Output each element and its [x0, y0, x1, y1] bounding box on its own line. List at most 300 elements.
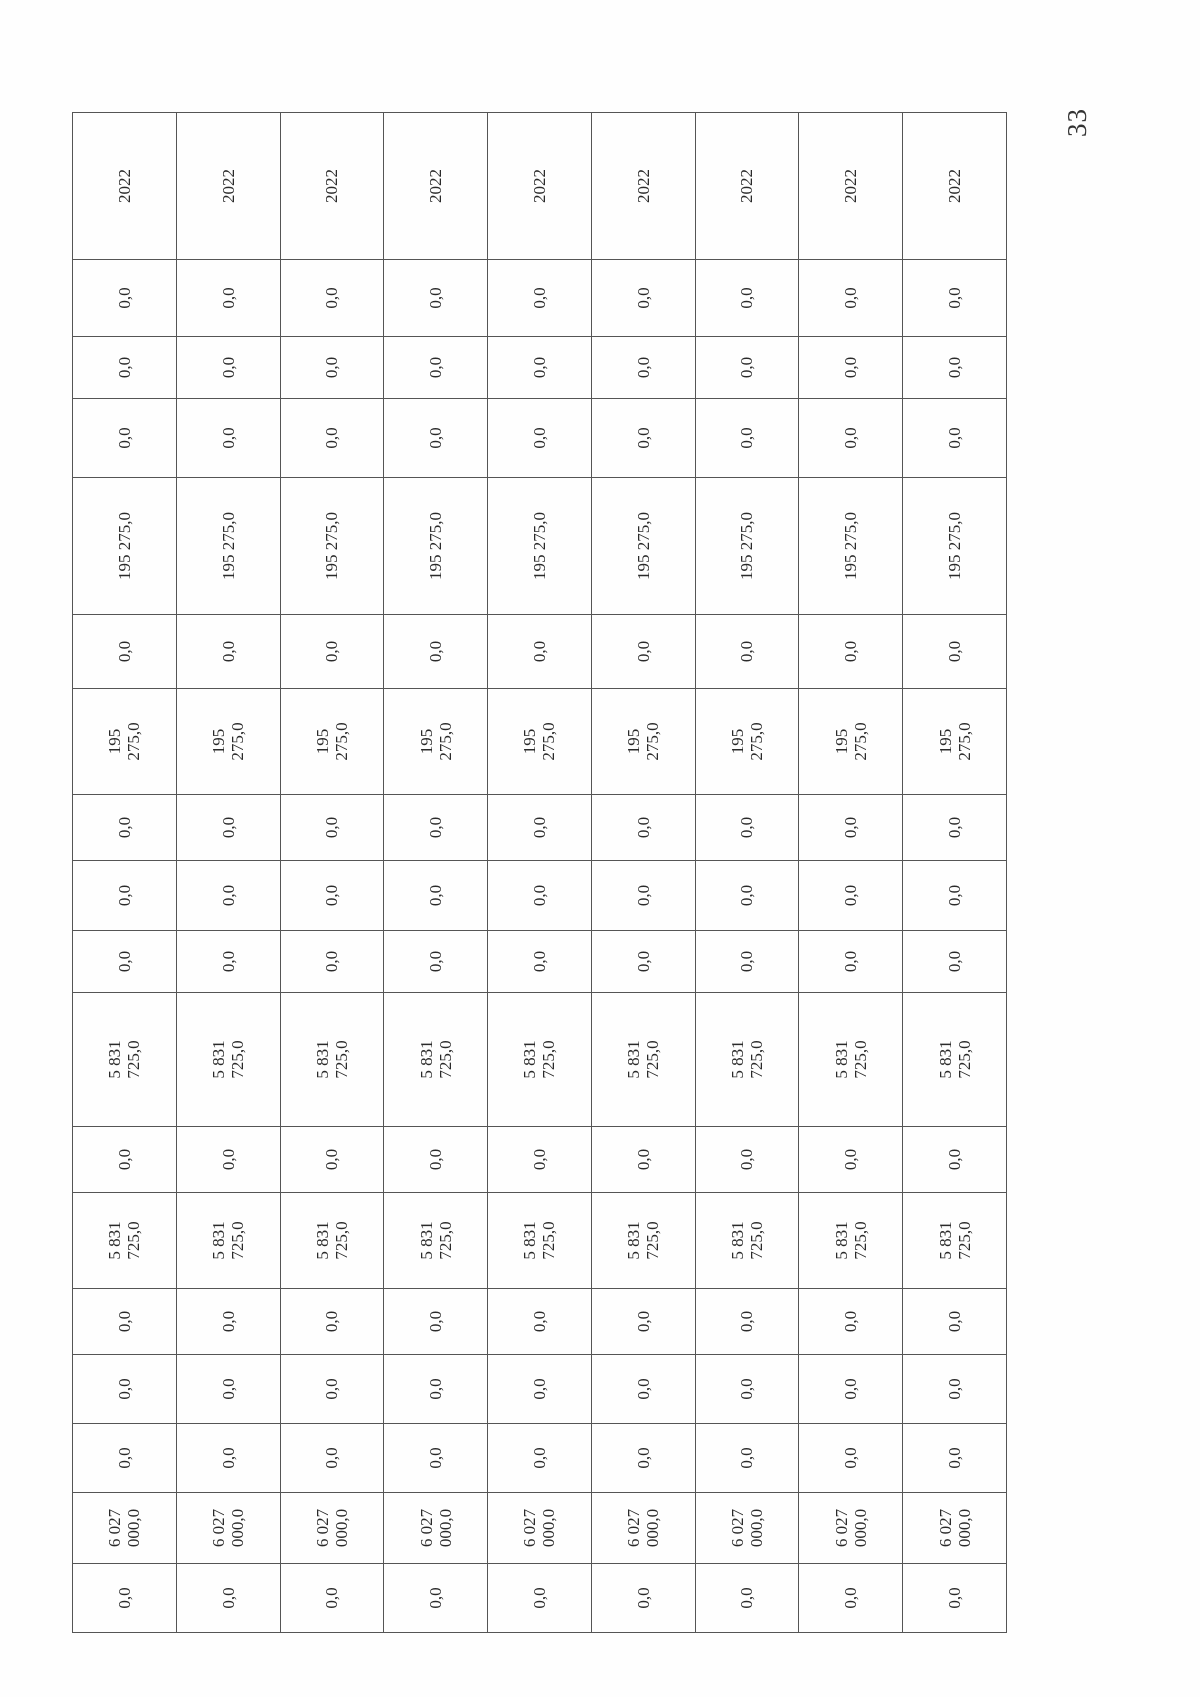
table-cell: [903, 113, 1007, 260]
cell-value: 0,0: [114, 1587, 134, 1609]
cell-value: 0,0: [737, 1310, 757, 1333]
cell-value: 0,0: [945, 1587, 965, 1609]
cell-value: 0,0: [218, 1310, 238, 1333]
cell-value: 0,0: [633, 1310, 653, 1333]
cell-value: 6 027 000,0: [520, 1508, 559, 1548]
cell-value: 0,0: [426, 884, 446, 907]
cell-value: 5 831 725,0: [520, 1040, 559, 1079]
cell-value: 0,0: [737, 1447, 757, 1469]
table-cell: [488, 861, 592, 931]
table-cell: [903, 1289, 1007, 1355]
table-cell: [488, 615, 592, 689]
cell-value: 5 831 725,0: [727, 1040, 766, 1079]
cell-value: 195 275,0: [633, 512, 653, 580]
table-cell: [384, 795, 488, 861]
table-cell: [280, 615, 384, 689]
cell-value: 0,0: [633, 356, 653, 379]
table-cell: [591, 260, 695, 337]
cell-value: 0,0: [737, 1148, 757, 1171]
cell-value: 0,0: [114, 1447, 134, 1469]
table-cell: [384, 689, 488, 795]
cell-value: 0,0: [529, 1148, 549, 1171]
cell-value: 0,0: [945, 1148, 965, 1171]
table-cell: [799, 1355, 903, 1424]
table-cell: [280, 1193, 384, 1289]
table-row: [73, 113, 177, 1633]
table-row: [488, 113, 592, 1633]
cell-value: 5 831 725,0: [935, 1040, 974, 1079]
table-cell: [280, 1424, 384, 1493]
table-cell: [695, 1193, 799, 1289]
cell-value: 0,0: [841, 1378, 861, 1400]
table-cell: [73, 861, 177, 931]
cell-value: 195 275,0: [218, 512, 238, 580]
cell-value: 0,0: [945, 1378, 965, 1400]
table-cell: [799, 337, 903, 399]
cell-value: 0,0: [737, 816, 757, 839]
year-cell: 2022: [322, 169, 342, 203]
table-cell: [591, 931, 695, 993]
table-cell: [384, 993, 488, 1127]
table-cell: [176, 337, 280, 399]
cell-value: 5 831 725,0: [416, 1040, 455, 1079]
table-cell: [488, 1424, 592, 1493]
cell-value: 0,0: [218, 884, 238, 907]
cell-value: 195 275,0: [737, 512, 757, 580]
cell-value: 0,0: [529, 356, 549, 379]
table-cell: [799, 260, 903, 337]
year-cell: 2022: [218, 169, 238, 203]
table-cell: [903, 399, 1007, 478]
cell-value: 195 275,0: [935, 722, 974, 761]
table-cell: [384, 1127, 488, 1193]
table-cell: [695, 861, 799, 931]
table-cell: [903, 337, 1007, 399]
table-cell: [903, 260, 1007, 337]
table-cell: [903, 478, 1007, 615]
table-cell: [176, 113, 280, 260]
cell-value: 195 275,0: [529, 512, 549, 580]
year-cell: 2022: [841, 169, 861, 203]
cell-value: 0,0: [218, 1378, 238, 1400]
table-cell: [384, 478, 488, 615]
cell-value: 0,0: [945, 884, 965, 907]
cell-value: 0,0: [737, 1378, 757, 1400]
cell-value: 0,0: [633, 287, 653, 309]
table-cell: [280, 337, 384, 399]
table-cell: [73, 1289, 177, 1355]
year-cell: 2022: [529, 169, 549, 203]
table-cell: [799, 1127, 903, 1193]
cell-value: 0,0: [633, 950, 653, 973]
table-cell: [176, 993, 280, 1127]
cell-value: 5 831 725,0: [727, 1221, 766, 1260]
cell-value: 0,0: [218, 1587, 238, 1609]
cell-value: 0,0: [841, 640, 861, 663]
table-cell: [176, 689, 280, 795]
cell-value: 0,0: [841, 1148, 861, 1171]
cell-value: 0,0: [322, 1587, 342, 1609]
cell-value: 0,0: [218, 640, 238, 663]
table-cell: [384, 260, 488, 337]
table-cell: [280, 1289, 384, 1355]
table-row: [591, 113, 695, 1633]
cell-value: 0,0: [737, 950, 757, 973]
table-cell: [73, 993, 177, 1127]
table-cell: [488, 1193, 592, 1289]
table-cell: [903, 795, 1007, 861]
table-cell: [488, 931, 592, 993]
cell-value: 5 831 725,0: [520, 1221, 559, 1260]
cell-value: 0,0: [633, 816, 653, 839]
cell-value: 0,0: [529, 1310, 549, 1333]
cell-value: 0,0: [841, 816, 861, 839]
cell-value: 0,0: [322, 1378, 342, 1400]
table-cell: [799, 861, 903, 931]
cell-value: 5 831 725,0: [209, 1040, 248, 1079]
table-cell: [384, 1193, 488, 1289]
table-cell: [176, 1564, 280, 1633]
table-cell: [799, 689, 903, 795]
cell-value: 0,0: [737, 640, 757, 663]
table-row: [695, 113, 799, 1633]
table-cell: [591, 1193, 695, 1289]
table-cell: [903, 931, 1007, 993]
table-cell: [176, 399, 280, 478]
cell-value: 195 275,0: [209, 722, 248, 761]
table-cell: [695, 337, 799, 399]
table-cell: [903, 993, 1007, 1127]
table-cell: [488, 689, 592, 795]
cell-value: 5 831 725,0: [416, 1221, 455, 1260]
table-cell: [488, 1289, 592, 1355]
cell-value: 0,0: [841, 287, 861, 309]
cell-value: 0,0: [322, 356, 342, 379]
cell-value: 0,0: [945, 1310, 965, 1333]
table-cell: [384, 1564, 488, 1633]
table-cell: [488, 1493, 592, 1564]
cell-value: 0,0: [426, 356, 446, 379]
table-cell: [695, 1289, 799, 1355]
cell-value: 0,0: [841, 356, 861, 379]
table-cell: [591, 795, 695, 861]
cell-value: 0,0: [841, 1310, 861, 1333]
table-cell: [176, 931, 280, 993]
table-cell: [591, 1355, 695, 1424]
cell-value: 0,0: [114, 884, 134, 907]
cell-value: 195 275,0: [841, 512, 861, 580]
table-cell: [176, 1355, 280, 1424]
cell-value: 0,0: [945, 1447, 965, 1469]
cell-value: 0,0: [633, 884, 653, 907]
table-cell: [695, 931, 799, 993]
table-cell: [384, 1289, 488, 1355]
table-cell: [280, 1493, 384, 1564]
table-cell: [799, 795, 903, 861]
cell-value: 195 275,0: [945, 512, 965, 580]
cell-value: 0,0: [841, 427, 861, 449]
cell-value: 0,0: [633, 1378, 653, 1400]
cell-value: 6 027 000,0: [416, 1508, 455, 1548]
cell-value: 0,0: [529, 950, 549, 973]
table-cell: [903, 689, 1007, 795]
table-cell: [384, 615, 488, 689]
table-cell: [488, 1127, 592, 1193]
cell-value: 0,0: [114, 816, 134, 839]
cell-value: 6 027 000,0: [105, 1508, 144, 1548]
cell-value: 0,0: [426, 287, 446, 309]
year-cell: 2022: [633, 169, 653, 203]
cell-value: 0,0: [114, 1148, 134, 1171]
cell-value: 0,0: [218, 1148, 238, 1171]
year-cell: 2022: [945, 169, 965, 203]
table-cell: [73, 1424, 177, 1493]
table-cell: [176, 478, 280, 615]
table-cell: [591, 337, 695, 399]
cell-value: 0,0: [529, 427, 549, 449]
cell-value: 6 027 000,0: [935, 1508, 974, 1548]
cell-value: 195 275,0: [624, 722, 663, 761]
table-row: [176, 113, 280, 1633]
table-cell: [591, 399, 695, 478]
table-cell: [488, 260, 592, 337]
table-cell: [591, 113, 695, 260]
cell-value: 0,0: [945, 816, 965, 839]
year-cell: 2022: [426, 169, 446, 203]
table-cell: [73, 1564, 177, 1633]
cell-value: 0,0: [322, 1447, 342, 1469]
cell-value: 0,0: [218, 1447, 238, 1469]
cell-value: 0,0: [426, 1587, 446, 1609]
cell-value: 5 831 725,0: [209, 1221, 248, 1260]
table-cell: [488, 337, 592, 399]
cell-value: 195 275,0: [114, 512, 134, 580]
table-cell: [176, 861, 280, 931]
cell-value: 0,0: [841, 1587, 861, 1609]
table-cell: [73, 1355, 177, 1424]
cell-value: 5 831 725,0: [831, 1221, 870, 1260]
table-cell: [695, 1127, 799, 1193]
cell-value: 0,0: [426, 1148, 446, 1171]
page-number: 33: [1062, 108, 1092, 137]
table-cell: [73, 1193, 177, 1289]
cell-value: 0,0: [841, 1447, 861, 1469]
table-cell: [903, 1355, 1007, 1424]
table-cell: [799, 399, 903, 478]
table-cell: [591, 993, 695, 1127]
table-cell: [73, 337, 177, 399]
table-cell: [280, 861, 384, 931]
table-cell: [488, 1564, 592, 1633]
table-cell: [384, 1493, 488, 1564]
table-cell: [384, 337, 488, 399]
cell-value: 0,0: [737, 356, 757, 379]
cell-value: 195 275,0: [105, 722, 144, 761]
cell-value: 0,0: [945, 356, 965, 379]
table-cell: [176, 1289, 280, 1355]
cell-value: 0,0: [529, 884, 549, 907]
cell-value: 0,0: [322, 950, 342, 973]
table-cell: [903, 615, 1007, 689]
table-cell: [280, 1355, 384, 1424]
cell-value: 0,0: [841, 884, 861, 907]
table-cell: [280, 931, 384, 993]
table-cell: [488, 478, 592, 615]
cell-value: 0,0: [218, 287, 238, 309]
cell-value: 0,0: [426, 950, 446, 973]
table-cell: [695, 1564, 799, 1633]
cell-value: 0,0: [426, 640, 446, 663]
table-cell: [591, 1564, 695, 1633]
cell-value: 0,0: [633, 427, 653, 449]
table-row: [280, 113, 384, 1633]
table-cell: [73, 615, 177, 689]
table-cell: [695, 399, 799, 478]
table-cell: [73, 399, 177, 478]
cell-value: 0,0: [841, 950, 861, 973]
table-cell: [488, 399, 592, 478]
table-cell: [799, 931, 903, 993]
table-cell: [695, 1355, 799, 1424]
table-cell: [73, 1493, 177, 1564]
table-cell: [280, 993, 384, 1127]
cell-value: 0,0: [322, 1148, 342, 1171]
cell-value: 0,0: [218, 427, 238, 449]
cell-value: 0,0: [114, 356, 134, 379]
table-cell: [384, 399, 488, 478]
cell-value: 0,0: [529, 287, 549, 309]
table-cell: [384, 861, 488, 931]
cell-value: 0,0: [114, 1310, 134, 1333]
cell-value: 0,0: [426, 1310, 446, 1333]
table-cell: [695, 615, 799, 689]
table-cell: [799, 1193, 903, 1289]
cell-value: 0,0: [426, 1447, 446, 1469]
table-row: [903, 113, 1007, 1633]
cell-value: 5 831 725,0: [105, 1221, 144, 1260]
cell-value: 0,0: [529, 816, 549, 839]
table-cell: [695, 1424, 799, 1493]
cell-value: 6 027 000,0: [727, 1508, 766, 1548]
table-cell: [591, 1424, 695, 1493]
table-cell: [695, 795, 799, 861]
cell-value: 5 831 725,0: [105, 1040, 144, 1079]
table-cell: [280, 795, 384, 861]
table-cell: [591, 1289, 695, 1355]
cell-value: 6 027 000,0: [831, 1508, 870, 1548]
cell-value: 195 275,0: [312, 722, 351, 761]
table-cell: [176, 1193, 280, 1289]
table-cell: [903, 1424, 1007, 1493]
table-cell: [799, 113, 903, 260]
table-cell: [384, 1355, 488, 1424]
table-cell: [695, 260, 799, 337]
cell-value: 195 275,0: [322, 512, 342, 580]
table-cell: [488, 113, 592, 260]
cell-value: 0,0: [218, 816, 238, 839]
table-cell: [488, 993, 592, 1127]
table-cell: [903, 861, 1007, 931]
table-cell: [73, 931, 177, 993]
table-cell: [176, 795, 280, 861]
cell-value: 0,0: [737, 884, 757, 907]
table-cell: [488, 795, 592, 861]
table-cell: [799, 1493, 903, 1564]
table-cell: [903, 1564, 1007, 1633]
year-cell: 2022: [737, 169, 757, 203]
year-cell: 2022: [114, 169, 134, 203]
cell-value: 0,0: [945, 640, 965, 663]
cell-value: 0,0: [322, 640, 342, 663]
cell-value: 0,0: [114, 1378, 134, 1400]
cell-value: 0,0: [737, 427, 757, 449]
cell-value: 0,0: [633, 1447, 653, 1469]
table-cell: [176, 1424, 280, 1493]
cell-value: 0,0: [322, 816, 342, 839]
table-cell: [903, 1127, 1007, 1193]
cell-value: 0,0: [945, 427, 965, 449]
table-row: [384, 113, 488, 1633]
cell-value: 5 831 725,0: [624, 1040, 663, 1079]
cell-value: 0,0: [529, 1378, 549, 1400]
table-cell: [488, 1355, 592, 1424]
table-cell: [280, 1127, 384, 1193]
table-cell: [591, 615, 695, 689]
cell-value: 5 831 725,0: [312, 1040, 351, 1079]
cell-value: 0,0: [529, 1587, 549, 1609]
cell-value: 5 831 725,0: [935, 1221, 974, 1260]
table-cell: [695, 993, 799, 1127]
cell-value: 0,0: [426, 427, 446, 449]
cell-value: 0,0: [322, 287, 342, 309]
cell-value: 6 027 000,0: [624, 1508, 663, 1548]
cell-value: 0,0: [218, 950, 238, 973]
table-cell: [280, 1564, 384, 1633]
table-row: [799, 113, 903, 1633]
cell-value: 0,0: [945, 950, 965, 973]
table-cell: [73, 260, 177, 337]
cell-value: 0,0: [633, 640, 653, 663]
table-cell: [384, 1424, 488, 1493]
table-cell: [799, 1289, 903, 1355]
table-cell: [280, 689, 384, 795]
table-cell: [799, 993, 903, 1127]
table-cell: [176, 615, 280, 689]
table-cell: [591, 861, 695, 931]
budget-table: [72, 112, 1007, 1633]
cell-value: 0,0: [633, 1148, 653, 1171]
cell-value: 5 831 725,0: [624, 1221, 663, 1260]
cell-value: 0,0: [945, 287, 965, 309]
cell-value: 0,0: [114, 287, 134, 309]
cell-value: 0,0: [529, 1447, 549, 1469]
cell-value: 0,0: [426, 816, 446, 839]
cell-value: 0,0: [633, 1587, 653, 1609]
table-cell: [280, 399, 384, 478]
cell-value: 0,0: [114, 427, 134, 449]
table-cell: [903, 1193, 1007, 1289]
cell-value: 0,0: [529, 640, 549, 663]
table-cell: [903, 1493, 1007, 1564]
cell-value: 0,0: [737, 1587, 757, 1609]
table-cell: [591, 1493, 695, 1564]
table-cell: [591, 689, 695, 795]
table-cell: [73, 478, 177, 615]
table-cell: [799, 615, 903, 689]
rotated-table-container: [72, 133, 1007, 1633]
cell-value: 6 027 000,0: [209, 1508, 248, 1548]
cell-value: 195 275,0: [727, 722, 766, 761]
